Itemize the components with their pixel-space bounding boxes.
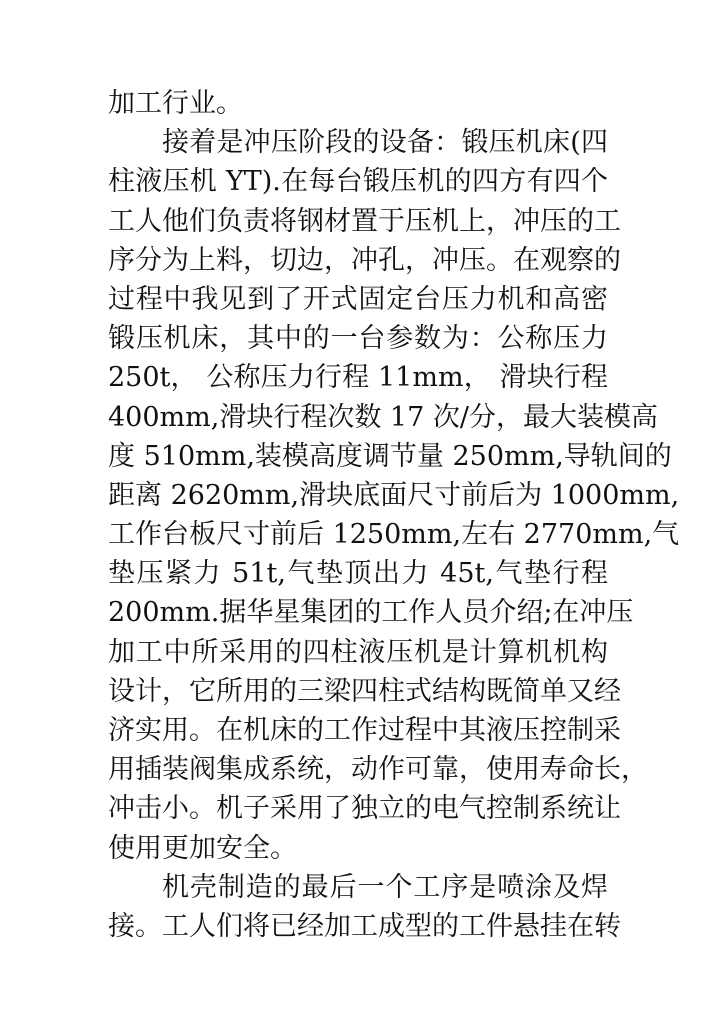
text-line: 锻压机床，其中的一台参数为：公称压力 — [108, 323, 608, 355]
text-line: 距离 2620mm,滑块底面尺寸前后为 1000mm, — [108, 479, 680, 511]
text-line: 垫压紧力 51t,气垫顶出力 45t,气垫行程 — [108, 558, 608, 590]
text-line: 冲击小。机子采用了独立的电气控制系统让 — [108, 793, 621, 825]
text-line: 工人他们负责将钢材置于压机上，冲压的工 — [108, 205, 621, 237]
text-line: 接。工人们将已经加工成型的工件悬挂在转 — [108, 910, 621, 942]
text-line: 工作台板尺寸前后 1250mm,左右 2770mm,气 — [108, 519, 680, 551]
text-line: 度 510mm,装模高度调节量 250mm,导轨间的 — [108, 440, 672, 472]
text-line: 加工中所采用的四柱液压机是计算机机构 — [108, 636, 608, 668]
text-line: 200mm.据华星集团的工作人员介绍;在冲压 — [108, 597, 634, 629]
text-line: 济实用。在机床的工作过程中其液压控制采 — [108, 715, 621, 746]
text-line: 设计，它所用的三梁四柱式结构既简单又经 — [108, 675, 621, 707]
text-line: 加工行业。 — [108, 88, 243, 119]
text-line: 400mm,滑块行程次数 17 次/分，最大装模高 — [108, 401, 658, 433]
text-line: 接着是冲压阶段的设备：锻压机床(四 — [162, 127, 608, 159]
text-line: 序分为上料，切边，冲孔，冲压。在观察的 — [108, 244, 621, 276]
text-line: 使用更加安全。 — [108, 832, 297, 864]
text-line: 用插装阀集成系统，动作可靠，使用寿命长， — [108, 754, 648, 786]
body-text — [108, 84, 680, 946]
text-line: 250t， 公称压力行程 11mm， 滑块行程 — [108, 362, 608, 394]
text-line: 机壳制造的最后一个工序是喷涂及焊 — [162, 871, 608, 903]
text-line: 柱液压机 YT).在每台锻压机的四方有四个 — [108, 166, 608, 198]
text-line: 过程中我见到了开式固定台压力机和高密 — [108, 283, 608, 315]
